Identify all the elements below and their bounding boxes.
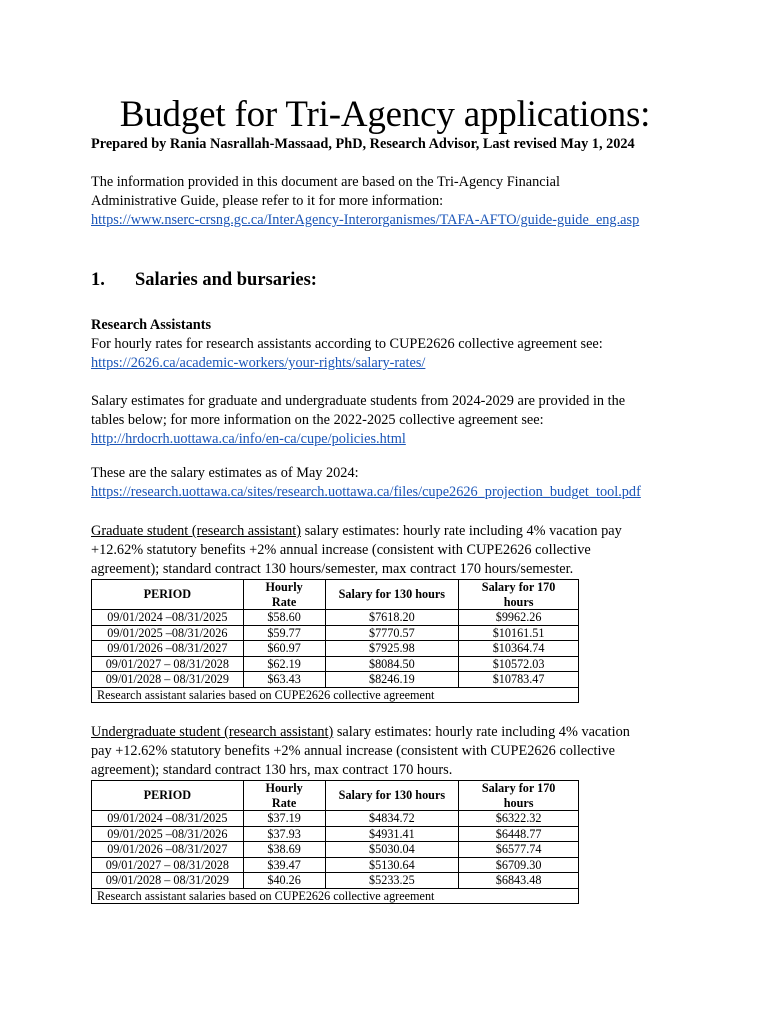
salary-170-cell: $6843.48 xyxy=(459,873,579,889)
period-cell: 09/01/2027 – 08/31/2028 xyxy=(92,857,244,873)
period-cell: 09/01/2027 – 08/31/2028 xyxy=(92,656,244,672)
table-row xyxy=(92,656,579,672)
salary-130-cell: $8246.19 xyxy=(325,672,459,688)
salary-130-cell: $5233.25 xyxy=(325,873,459,889)
hourly-rate-cell: $58.60 xyxy=(243,610,325,626)
hourly-rate-cell: $38.69 xyxy=(243,842,325,858)
table-row xyxy=(92,826,579,842)
cupe-policies-link[interactable]: http://hrdocrh.uottawa.ca/info/en-ca/cupe/policies.html xyxy=(91,431,406,447)
salary-170-cell: $10364.74 xyxy=(459,641,579,657)
undergraduate-salary-table xyxy=(91,780,579,904)
period-cell: 09/01/2024 –08/31/2025 xyxy=(92,811,244,827)
salary-130-cell: $4931.41 xyxy=(325,826,459,842)
salary-170-cell: $6322.32 xyxy=(459,811,579,827)
graduate-label: Graduate student (research assistant) xyxy=(91,523,301,539)
salary-170-cell: $6709.30 xyxy=(459,857,579,873)
salary-130-cell: $8084.50 xyxy=(325,656,459,672)
intro-line-2: Administrative Guide, please refer to it for more information: xyxy=(91,193,444,209)
research-assistants-heading: Research Assistants xyxy=(91,317,212,333)
table-note: Research assistant salaries based on CUPE2626 collective agreement xyxy=(92,888,579,904)
tafa-guide-link[interactable]: https://www.nserc-crsng.gc.ca/InterAgency-Interorganismes/TAFA-AFTO/guide-guide_eng.asp xyxy=(91,212,640,228)
salary-130-header: Salary for 130 hours xyxy=(325,580,459,610)
budget-tool-link[interactable]: https://research.uottawa.ca/sites/research.uottawa.ca/files/cupe2626_projection_budget_tool.pdf xyxy=(91,484,641,500)
table-row xyxy=(92,873,579,889)
period-header: PERIOD xyxy=(92,580,244,610)
cupe-salary-rates-link[interactable]: https://2626.ca/academic-workers/your-rights/salary-rates/ xyxy=(91,355,426,371)
period-cell: 09/01/2025 –08/31/2026 xyxy=(92,625,244,641)
undergraduate-label: Undergraduate student (research assistant) xyxy=(91,724,334,740)
table-row xyxy=(92,842,579,858)
salary-130-cell: $5030.04 xyxy=(325,842,459,858)
salary-170-cell: $9962.26 xyxy=(459,610,579,626)
salary-130-cell: $5130.64 xyxy=(325,857,459,873)
table-row xyxy=(92,811,579,827)
graduate-line-1: salary estimates: hourly rate including 4% vacation pay xyxy=(301,523,622,539)
salary-170-cell: $10572.03 xyxy=(459,656,579,672)
hourly-rate-cell: $59.77 xyxy=(243,625,325,641)
section-heading-salaries xyxy=(91,270,317,291)
intro-paragraph xyxy=(91,173,691,230)
table-row xyxy=(92,610,579,626)
hourly-rate-cell: $60.97 xyxy=(243,641,325,657)
prepared-by-line: Prepared by Rania Nasrallah-Massaad, PhD, Research Advisor, Last revised May 1, 2024 xyxy=(91,136,635,152)
hourly-rate-cell: $62.19 xyxy=(243,656,325,672)
hourly-rate-cell: $40.26 xyxy=(243,873,325,889)
hourly-rate-cell: $39.47 xyxy=(243,857,325,873)
research-assistants-paragraph xyxy=(91,316,691,373)
salary-170-cell: $10161.51 xyxy=(459,625,579,641)
salary-170-cell: $10783.47 xyxy=(459,672,579,688)
undergraduate-estimates-paragraph xyxy=(91,723,691,780)
table-note: Research assistant salaries based on CUPE2626 collective agreement xyxy=(92,687,579,703)
estimates-line-1: Salary estimates for graduate and undergraduate students from 2024-2029 are provided in the xyxy=(91,393,626,409)
period-cell: 09/01/2028 – 08/31/2029 xyxy=(92,873,244,889)
intro-line-1: The information provided in this document are based on the Tri-Agency Financial xyxy=(91,174,560,190)
salary-170-header: Salary for 170 hours xyxy=(459,781,579,811)
hourly-rate-cell: $37.93 xyxy=(243,826,325,842)
table-note-row xyxy=(92,888,579,904)
section-number: 1. xyxy=(91,270,105,290)
section-title: Salaries and bursaries: xyxy=(135,270,317,290)
hourly-rate-header: Hourly Rate xyxy=(243,580,325,610)
period-header: PERIOD xyxy=(92,781,244,811)
undergraduate-line-3: agreement); standard contract 130 hrs, max contract 170 hours. xyxy=(91,762,453,778)
table-row xyxy=(92,672,579,688)
graduate-salary-table xyxy=(91,579,579,703)
salary-130-cell: $7925.98 xyxy=(325,641,459,657)
table-note-row xyxy=(92,687,579,703)
salary-170-cell: $6448.77 xyxy=(459,826,579,842)
period-cell: 09/01/2028 – 08/31/2029 xyxy=(92,672,244,688)
salary-130-header: Salary for 130 hours xyxy=(325,781,459,811)
period-cell: 09/01/2026 –08/31/2027 xyxy=(92,842,244,858)
salary-estimates-paragraph xyxy=(91,392,691,449)
undergraduate-line-2: pay +12.62% statutory benefits +2% annual increase (consistent with CUPE2626 collective xyxy=(91,743,615,759)
hourly-rate-cell: $63.43 xyxy=(243,672,325,688)
graduate-line-2: +12.62% statutory benefits +2% annual increase (consistent with CUPE2626 collective xyxy=(91,542,591,558)
hourly-rate-cell: $37.19 xyxy=(243,811,325,827)
period-cell: 09/01/2024 –08/31/2025 xyxy=(92,610,244,626)
salary-170-cell: $6577.74 xyxy=(459,842,579,858)
as-of-text: These are the salary estimates as of May 2024: xyxy=(91,465,359,481)
table-row xyxy=(92,641,579,657)
table-header-row xyxy=(92,580,579,610)
estimates-line-2: tables below; for more information on the 2022-2025 collective agreement see: xyxy=(91,412,544,428)
as-of-paragraph xyxy=(91,464,691,502)
salary-130-cell: $7618.20 xyxy=(325,610,459,626)
salary-170-header: Salary for 170 hours xyxy=(459,580,579,610)
period-cell: 09/01/2026 –08/31/2027 xyxy=(92,641,244,657)
period-cell: 09/01/2025 –08/31/2026 xyxy=(92,826,244,842)
page-title: Budget for Tri-Agency applications: xyxy=(119,94,651,135)
hourly-rate-header: Hourly Rate xyxy=(243,781,325,811)
table-header-row xyxy=(92,781,579,811)
graduate-line-3: agreement); standard contract 130 hours/semester, max contract 170 hours/semester. xyxy=(91,561,574,577)
salary-130-cell: $4834.72 xyxy=(325,811,459,827)
graduate-estimates-paragraph xyxy=(91,522,691,579)
table-row xyxy=(92,625,579,641)
table-row xyxy=(92,857,579,873)
undergraduate-line-1: salary estimates: hourly rate including 4% vacation xyxy=(333,724,630,740)
ra-text: For hourly rates for research assistants according to CUPE2626 collective agreement see: xyxy=(91,336,603,352)
salary-130-cell: $7770.57 xyxy=(325,625,459,641)
